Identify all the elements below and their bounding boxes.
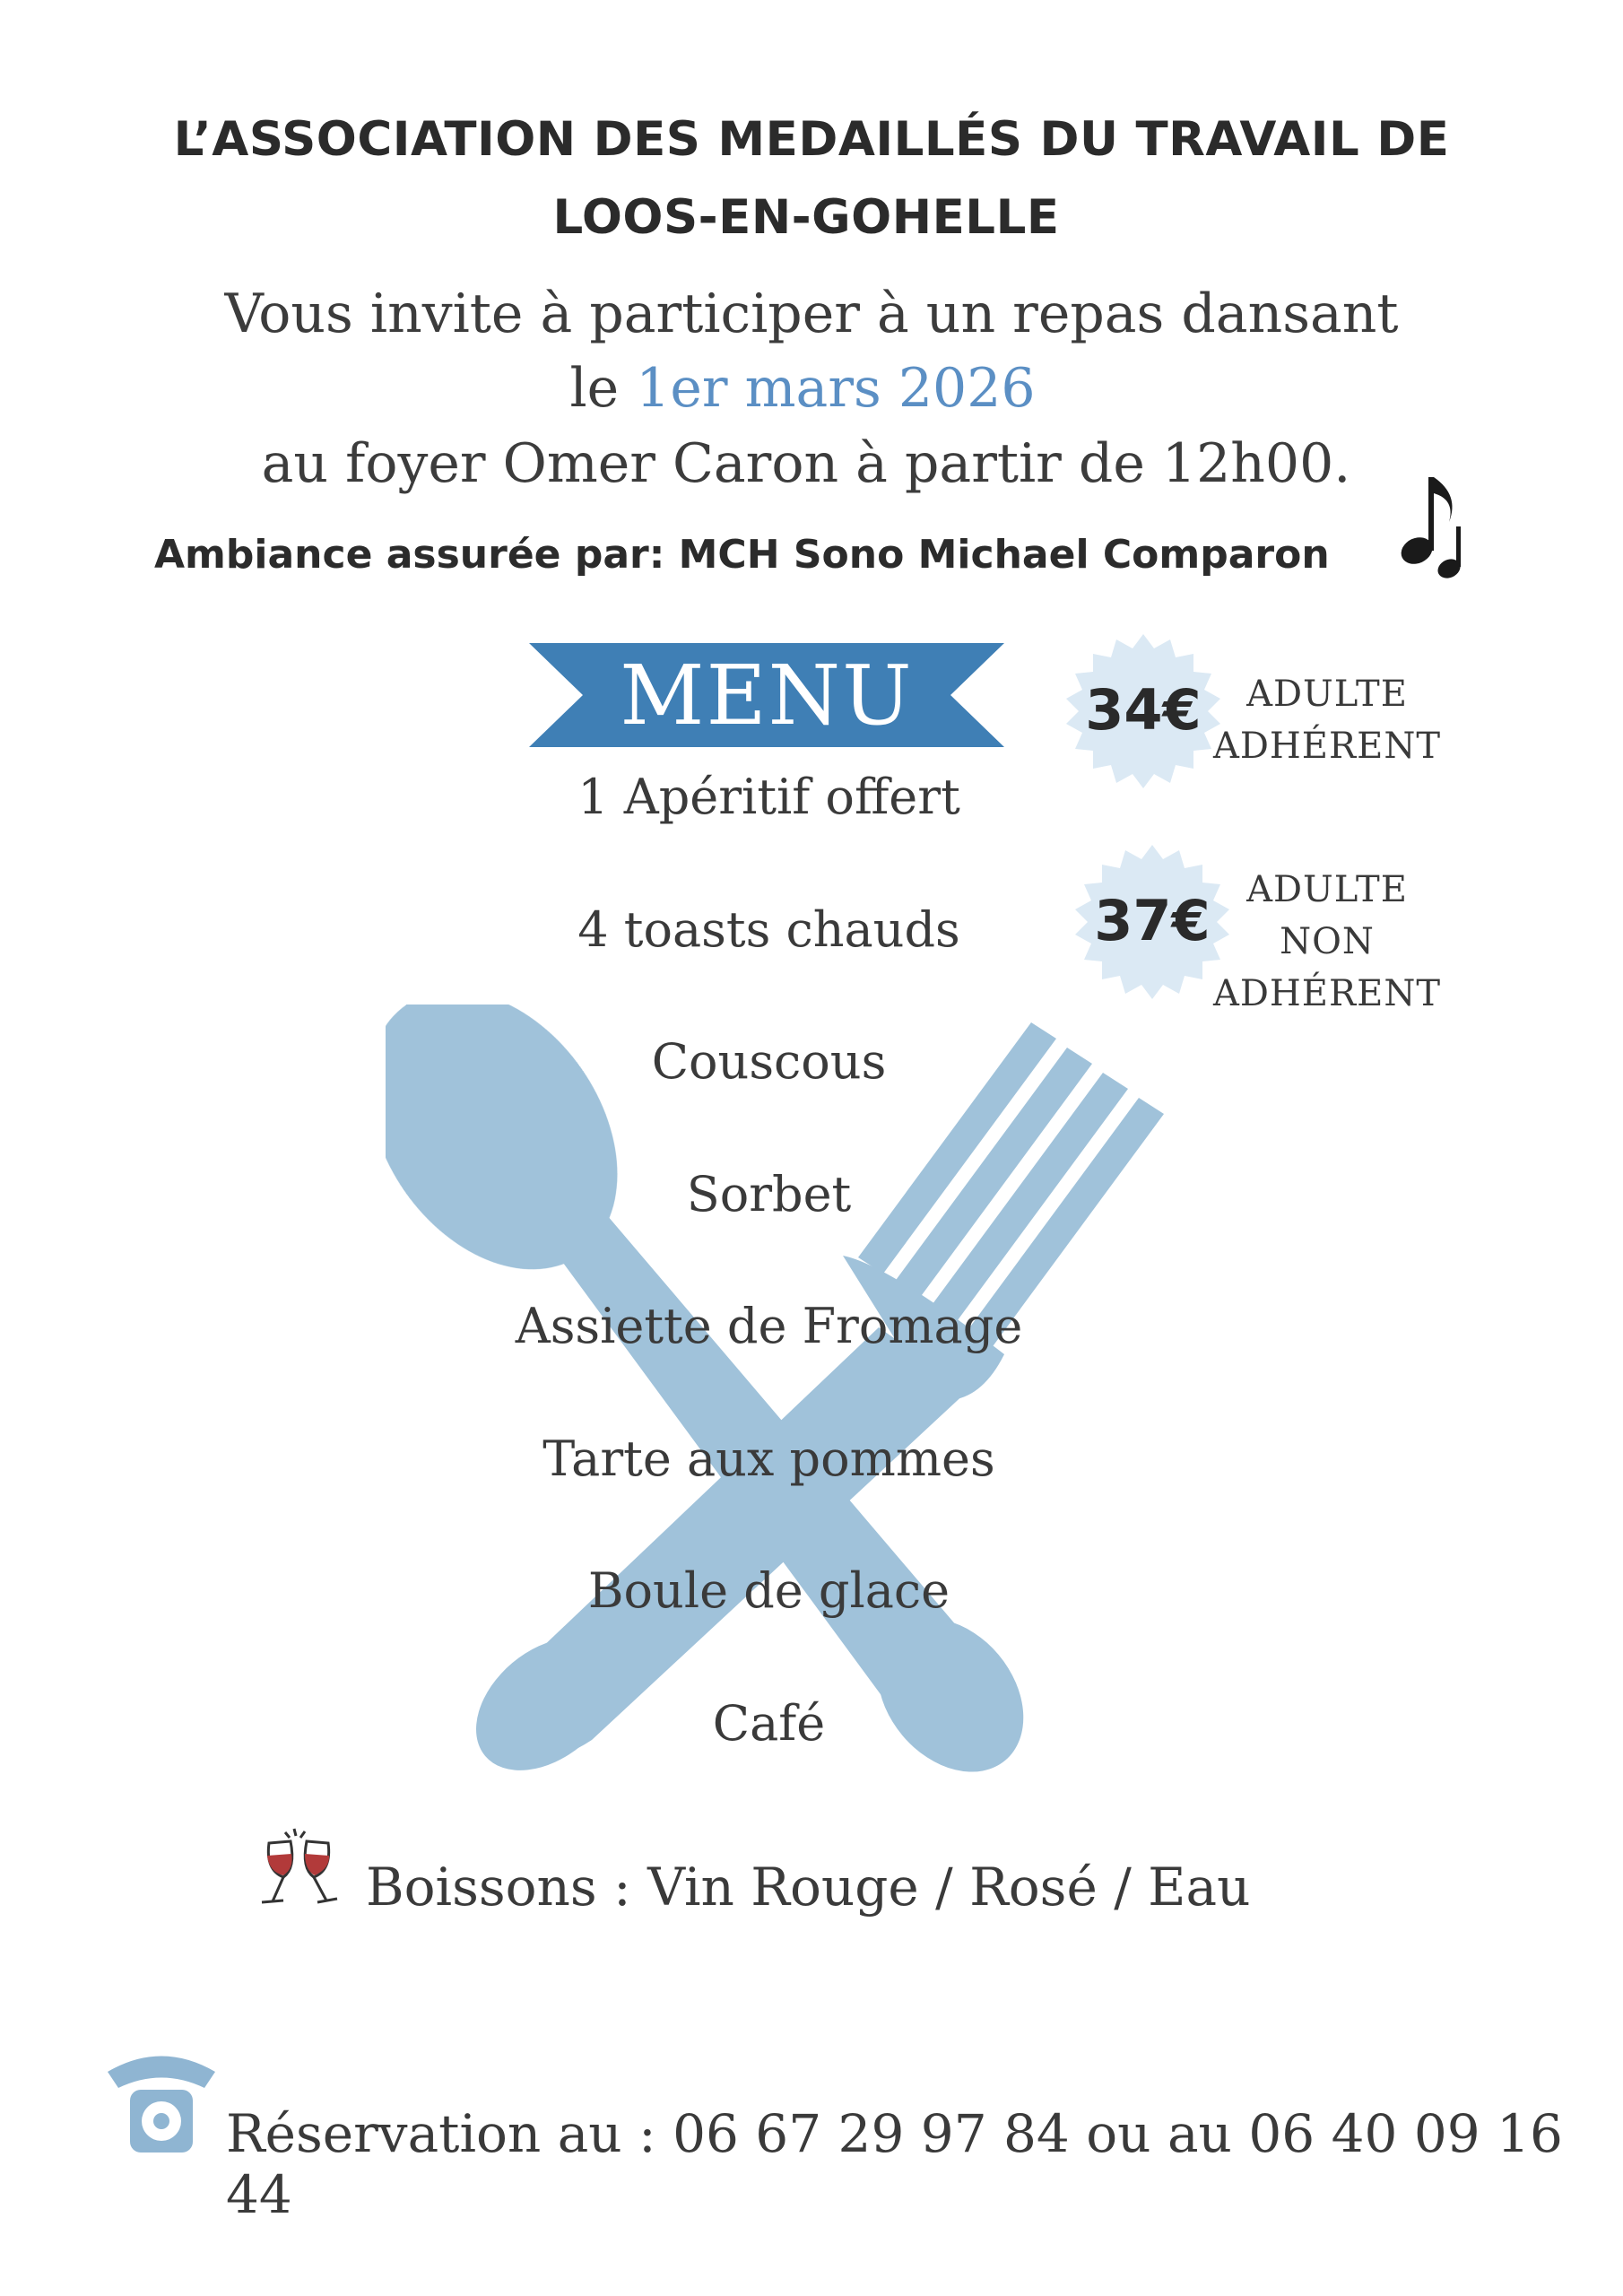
org-name-line2: LOOS-EN-GOHELLE (552, 190, 1060, 245)
invite-line2 (0, 357, 1614, 420)
reservation-line: Réservation au : 06 67 29 97 84 ou au 06 40 09 16 44 (226, 2103, 1563, 2225)
menu-item: Boule de glace (587, 1562, 950, 1619)
price-label-1-line: ADULTE (1246, 674, 1408, 715)
price-label-2-line: ADULTE (1246, 869, 1408, 910)
wine-glasses-icon (249, 1825, 348, 1910)
price-amount-2: 37€ (1094, 888, 1211, 953)
invite-line3: au foyer Omer Caron à partir de 12h00. (261, 432, 1351, 495)
invite-line1: Vous invite à participer à un repas dansant (224, 283, 1399, 345)
invite-line2-prefix: le (569, 357, 637, 420)
menu-item: 1 Apéritif offert (577, 769, 960, 825)
ambiance-line: Ambiance assurée par: MCH Sono Michael Comparon (154, 532, 1330, 578)
menu-title: MENU (620, 647, 914, 744)
drinks-line: Boissons : Vin Rouge / Rosé / Eau (366, 1857, 1251, 1918)
price-amount-1: 34€ (1085, 677, 1202, 743)
menu-item: Assiette de Fromage (515, 1298, 1023, 1354)
price-label-1-line: ADHÉRENT (1212, 726, 1442, 767)
telephone-icon (99, 2045, 224, 2161)
menu-item: Sorbet (686, 1166, 852, 1222)
menu-item: 4 toasts chauds (577, 901, 960, 958)
cutlery-illustration (386, 1004, 1193, 1794)
music-note-icon (1397, 468, 1478, 585)
price-label-2-line: ADHÉRENT (1212, 973, 1442, 1014)
menu-item: Couscous (651, 1033, 887, 1090)
menu-item: Café (712, 1695, 826, 1752)
price-label-1 (1202, 668, 1453, 772)
price-label-2 (1202, 864, 1453, 1020)
menu-item: Tarte aux pommes (542, 1431, 995, 1487)
event-date: 1er mars 2026 (636, 357, 1036, 420)
price-label-2-line: NON (1280, 921, 1375, 962)
org-name-line1: L’ASSOCIATION DES MEDAILLÉS DU TRAVAIL DE (173, 112, 1450, 167)
